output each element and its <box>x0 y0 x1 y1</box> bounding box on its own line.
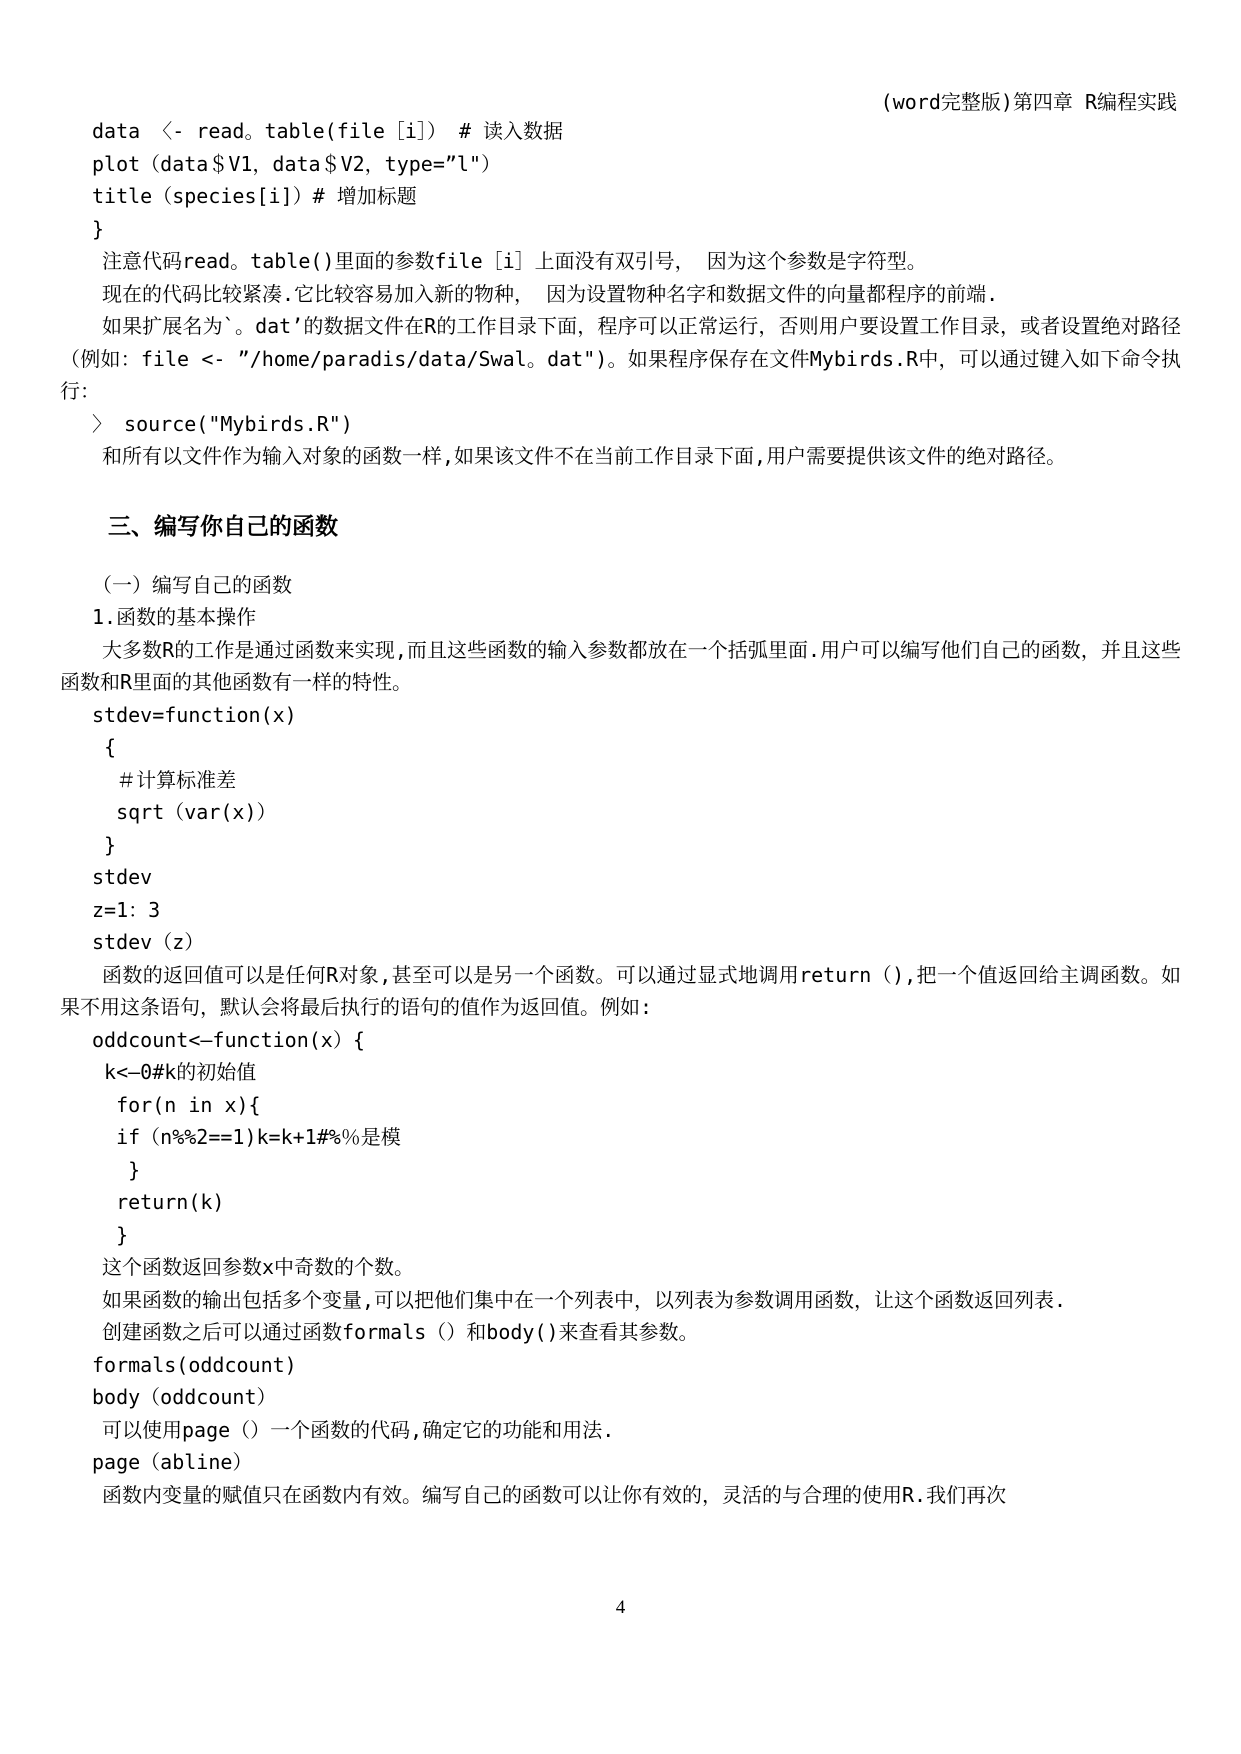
paragraph: 可以使用page（）一个函数的代码,确定它的功能和用法. <box>102 1417 615 1442</box>
section-heading: 三、编写你自己的函数 <box>108 512 338 540</box>
running-header: (word完整版)第四章 R编程实践 <box>880 90 1177 114</box>
code-line: } <box>92 1157 141 1182</box>
code-line: oddcount<—function(x）{ <box>92 1027 365 1052</box>
code-line: data 〈- read。table(file［i］） # 读入数据 <box>92 119 564 143</box>
paragraph: 如果函数的输出包括多个变量,可以把他们集中在一个列表中，以列表为参数调用函数，让这个函数返回列表. <box>102 1287 1067 1312</box>
paragraph: 大多数R的工作是通过函数来实现,而且这些函数的输入参数都放在一个括弧里面.用户可以编写他们自己的函数，并且这些函数和R里面的其他函数有一样的特性。 <box>60 637 1181 694</box>
subheading: （一）编写自己的函数 <box>92 572 292 597</box>
paragraph: 这个函数返回参数x中奇数的个数。 <box>102 1255 415 1279</box>
code-block-formals <box>60 1349 1181 1414</box>
code-block-stdev <box>60 699 1181 959</box>
code-block-loop <box>60 115 1181 245</box>
paragraph: 现在的代码比较紧凑.它比较容易加入新的物种， 因为设置物种名字和数据文件的向量都程序的前端. <box>102 281 999 306</box>
code-line: 〉 source("Mybirds.R") <box>92 411 353 436</box>
code-line: if（n%%2==1)k=k+1#%％是模 <box>92 1125 401 1149</box>
code-line: formals(oddcount) <box>92 1352 297 1377</box>
code-line: return(k) <box>92 1190 225 1214</box>
code-line: ＃计算标准差 <box>92 767 237 792</box>
code-line: stdev <box>92 865 153 889</box>
code-line: z=1：3 <box>92 897 161 922</box>
subsubheading: 1.函数的基本操作 <box>92 605 257 629</box>
paragraph: 和所有以文件作为输入对象的函数一样,如果该文件不在当前工作目录下面,用户需要提供该文件的绝对路径。 <box>102 444 1067 468</box>
code-line: } <box>92 832 117 857</box>
paragraph: 注意代码read。table()里面的参数file［i］上面没有双引号， 因为这个参数是字符型。 <box>102 249 927 273</box>
code-line: for(n in x){ <box>92 1092 261 1117</box>
code-line: title（species[i]）# 增加标题 <box>92 184 417 208</box>
code-line: stdev=function(x) <box>92 702 297 727</box>
paragraph: 如果扩展名为`。dat’的数据文件在R的工作目录下面，程序可以正常运行，否则用户要设置工作目录，或者设置绝对路径（例如：file <- ”/home/paradis/data/Swal。dat")。如果程序保存在文件Mybirds.R中，可以通过键入如下命令执行： <box>60 314 1181 403</box>
code-line: plot（data＄V1，data＄V2，type=”l"） <box>92 151 501 176</box>
paragraph: 创建函数之后可以通过函数formals（）和body()来查看其参数。 <box>102 1320 699 1344</box>
paragraph: 函数内变量的赋值只在函数内有效。编写自己的函数可以让你有效的，灵活的与合理的使用R.我们再次 <box>102 1482 1007 1507</box>
code-line: } <box>92 216 105 241</box>
code-line: body（oddcount） <box>92 1385 277 1409</box>
page-number: 4 <box>615 1597 626 1618</box>
paragraph: 函数的返回值可以是任何R对象,甚至可以是另一个函数。可以通过显式地调用return（),把一个值返回给主调函数。如果不用这条语句，默认会将最后执行的语句的值作为返回值。例如: <box>60 962 1181 1019</box>
code-line: sqrt（var(x)） <box>92 800 277 824</box>
code-line: k<—0#k的初始值 <box>92 1060 257 1084</box>
code-block-oddcount <box>60 1024 1181 1252</box>
page-body <box>60 115 1181 1511</box>
code-line: } <box>92 1222 129 1247</box>
code-line: stdev（z） <box>92 930 205 954</box>
code-line: { <box>92 735 117 759</box>
code-line: page（abline） <box>92 1450 253 1474</box>
